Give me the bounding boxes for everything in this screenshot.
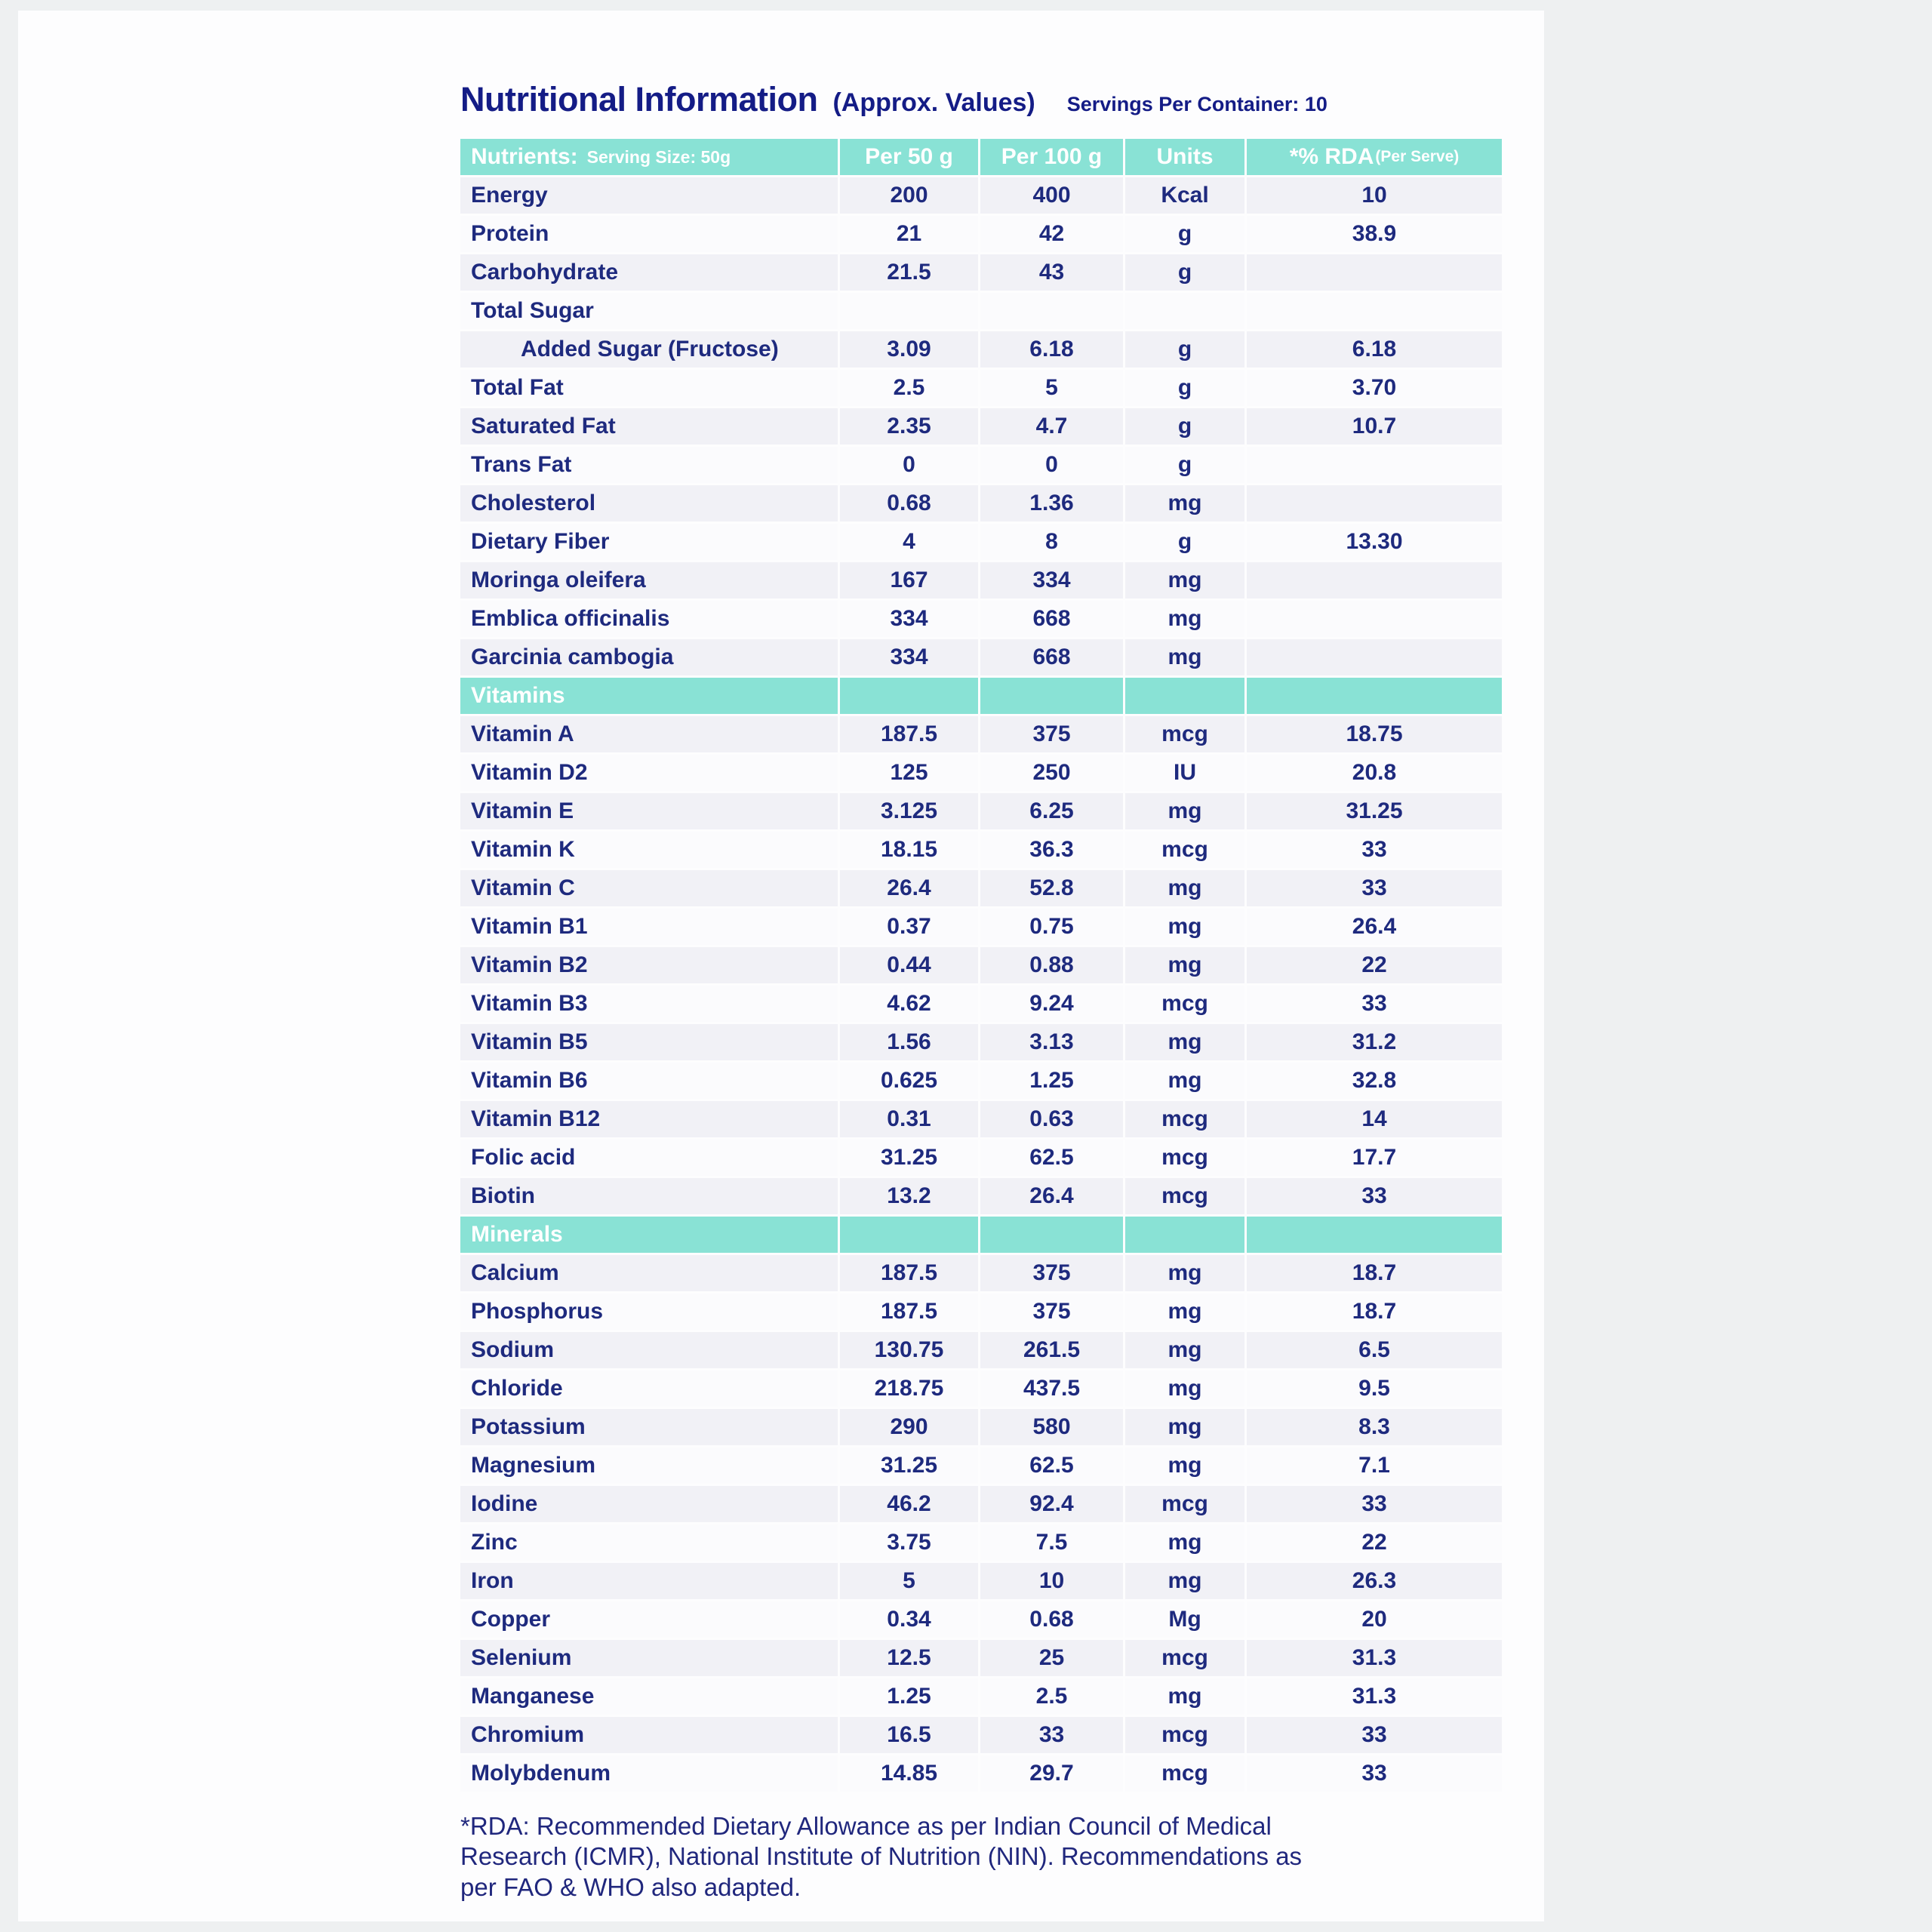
nutrient-name: Chloride xyxy=(460,1371,838,1407)
per-50g-value: 218.75 xyxy=(840,1371,978,1407)
rda-value: 38.9 xyxy=(1247,216,1502,252)
nutrient-name: Vitamin A xyxy=(460,716,838,752)
per-50g-value: 0.44 xyxy=(840,947,978,983)
per-100g-value: 52.8 xyxy=(980,870,1123,906)
per-50g-value: 0.31 xyxy=(840,1101,978,1137)
nutrient-name: Folic acid xyxy=(460,1140,838,1176)
per-50g-value: 13.2 xyxy=(840,1178,978,1214)
rda-value: 33 xyxy=(1247,1486,1502,1522)
nutrient-name: Carbohydrate xyxy=(460,254,838,291)
header-per-50g: Per 50 g xyxy=(840,139,978,175)
section-band-cell xyxy=(1125,678,1244,714)
per-50g-value: 0.625 xyxy=(840,1063,978,1099)
header-nutrients-label: Nutrients: xyxy=(471,144,578,169)
units-value: mg xyxy=(1125,639,1244,675)
rda-value xyxy=(1247,639,1502,675)
nutrient-name: Vitamin K xyxy=(460,832,838,868)
units-value: mg xyxy=(1125,870,1244,906)
rda-value: 17.7 xyxy=(1247,1140,1502,1176)
per-100g-value: 580 xyxy=(980,1409,1123,1445)
rda-value: 10 xyxy=(1247,177,1502,214)
rda-value: 20 xyxy=(1247,1601,1502,1638)
header-rda-per-serve: (Per Serve) xyxy=(1375,148,1460,165)
units-value: mcg xyxy=(1125,832,1244,868)
per-100g-value: 26.4 xyxy=(980,1178,1123,1214)
nutrient-name: Biotin xyxy=(460,1178,838,1214)
units-value: g xyxy=(1125,370,1244,406)
rda-value: 6.18 xyxy=(1247,331,1502,368)
units-value: g xyxy=(1125,447,1244,483)
rda-value xyxy=(1247,447,1502,483)
per-50g-value: 187.5 xyxy=(840,1255,978,1291)
per-50g-value: 21.5 xyxy=(840,254,978,291)
per-100g-value: 7.5 xyxy=(980,1524,1123,1561)
nutrient-name: Saturated Fat xyxy=(460,408,838,445)
units-value: mg xyxy=(1125,1063,1244,1099)
nutrient-name: Total Sugar xyxy=(460,293,838,329)
per-50g-value: 16.5 xyxy=(840,1717,978,1753)
rda-value: 26.4 xyxy=(1247,909,1502,945)
nutrient-name: Manganese xyxy=(460,1678,838,1715)
per-100g-value: 668 xyxy=(980,639,1123,675)
units-value: mg xyxy=(1125,1678,1244,1715)
per-50g-value: 1.25 xyxy=(840,1678,978,1715)
rda-value: 33 xyxy=(1247,1755,1502,1792)
per-50g-value: 14.85 xyxy=(840,1755,978,1792)
units-value: g xyxy=(1125,331,1244,368)
rda-value: 31.25 xyxy=(1247,793,1502,829)
header-rda-label: *% RDA xyxy=(1289,144,1374,169)
nutrient-name: Copper xyxy=(460,1601,838,1638)
units-value: mcg xyxy=(1125,1178,1244,1214)
units-value: mg xyxy=(1125,1447,1244,1484)
per-100g-value: 0.88 xyxy=(980,947,1123,983)
per-50g-value: 1.56 xyxy=(840,1024,978,1060)
per-50g-value: 334 xyxy=(840,639,978,675)
per-100g-value: 6.18 xyxy=(980,331,1123,368)
per-50g-value: 187.5 xyxy=(840,1294,978,1330)
nutrient-name: Selenium xyxy=(460,1640,838,1676)
nutrient-name: Energy xyxy=(460,177,838,214)
per-50g-value: 200 xyxy=(840,177,978,214)
header-rda xyxy=(1247,139,1502,175)
nutrient-name: Vitamin B1 xyxy=(460,909,838,945)
servings-per-container: Servings Per Container: 10 xyxy=(1066,93,1327,115)
units-value: mcg xyxy=(1125,1486,1244,1522)
per-50g-value: 2.5 xyxy=(840,370,978,406)
nutrient-name: Chromium xyxy=(460,1717,838,1753)
rda-value: 22 xyxy=(1247,947,1502,983)
per-50g-value: 334 xyxy=(840,601,978,637)
per-50g-value: 3.125 xyxy=(840,793,978,829)
per-100g-value: 5 xyxy=(980,370,1123,406)
units-value: mg xyxy=(1125,947,1244,983)
nutrient-name: Sodium xyxy=(460,1332,838,1368)
rda-value: 18.75 xyxy=(1247,716,1502,752)
rda-footnote: *RDA: Recommended Dietary Allowance as per Indian Council of Medical Research (ICMR), National Institute of Nutrition (NIN). Recommendations as per FAO & WHO also adapted. xyxy=(460,1812,1303,1901)
rda-value xyxy=(1247,601,1502,637)
rda-value xyxy=(1247,485,1502,521)
per-50g-value: 26.4 xyxy=(840,870,978,906)
per-50g-value: 46.2 xyxy=(840,1486,978,1522)
units-value: IU xyxy=(1125,755,1244,791)
units-value: mg xyxy=(1125,1563,1244,1599)
section-band-cell xyxy=(1247,678,1502,714)
rda-value xyxy=(1247,254,1502,291)
per-100g-value: 9.24 xyxy=(980,986,1123,1022)
rda-value: 31.3 xyxy=(1247,1678,1502,1715)
per-100g-value: 6.25 xyxy=(980,793,1123,829)
per-100g-value: 0.68 xyxy=(980,1601,1123,1638)
per-100g-value: 250 xyxy=(980,755,1123,791)
per-50g-value: 2.35 xyxy=(840,408,978,445)
page-title: Nutritional Information xyxy=(460,80,818,118)
units-value: mg xyxy=(1125,1255,1244,1291)
units-value: g xyxy=(1125,254,1244,291)
nutrient-name: Trans Fat xyxy=(460,447,838,483)
header-serving-size: Serving Size: 50g xyxy=(586,146,731,167)
nutrient-name: Added Sugar (Fructose) xyxy=(460,331,838,368)
per-100g-value: 375 xyxy=(980,1294,1123,1330)
per-100g-value: 1.25 xyxy=(980,1063,1123,1099)
per-50g-value: 3.75 xyxy=(840,1524,978,1561)
header-units: Units xyxy=(1125,139,1244,175)
per-100g-value: 29.7 xyxy=(980,1755,1123,1792)
units-value: Mg xyxy=(1125,1601,1244,1638)
per-50g-value: 0 xyxy=(840,447,978,483)
rda-value: 33 xyxy=(1247,832,1502,868)
nutrient-name: Magnesium xyxy=(460,1447,838,1484)
per-100g-value: 0.63 xyxy=(980,1101,1123,1137)
per-100g-value: 261.5 xyxy=(980,1332,1123,1368)
per-50g-value xyxy=(840,293,978,329)
nutrient-name: Dietary Fiber xyxy=(460,524,838,560)
units-value: mg xyxy=(1125,1024,1244,1060)
units-value: g xyxy=(1125,408,1244,445)
header-nutrients xyxy=(460,139,838,175)
units-value: mcg xyxy=(1125,1640,1244,1676)
header-per-100g: Per 100 g xyxy=(980,139,1123,175)
section-label: Vitamins xyxy=(460,678,838,714)
per-50g-value: 290 xyxy=(840,1409,978,1445)
per-50g-value: 0.34 xyxy=(840,1601,978,1638)
units-value: mg xyxy=(1125,909,1244,945)
units-value: mcg xyxy=(1125,1755,1244,1792)
per-100g-value: 375 xyxy=(980,1255,1123,1291)
rda-value: 33 xyxy=(1247,1178,1502,1214)
nutrient-name: Emblica officinalis xyxy=(460,601,838,637)
units-value: mg xyxy=(1125,562,1244,598)
per-100g-value: 42 xyxy=(980,216,1123,252)
nutrient-name: Molybdenum xyxy=(460,1755,838,1792)
per-100g-value: 33 xyxy=(980,1717,1123,1753)
per-100g-value: 400 xyxy=(980,177,1123,214)
per-100g-value: 375 xyxy=(980,716,1123,752)
units-value: mcg xyxy=(1125,1140,1244,1176)
rda-value: 14 xyxy=(1247,1101,1502,1137)
units-value: mg xyxy=(1125,1409,1244,1445)
rda-value: 20.8 xyxy=(1247,755,1502,791)
rda-value: 9.5 xyxy=(1247,1371,1502,1407)
per-50g-value: 125 xyxy=(840,755,978,791)
per-50g-value: 18.15 xyxy=(840,832,978,868)
rda-value xyxy=(1247,562,1502,598)
per-100g-value xyxy=(980,293,1123,329)
rda-value: 6.5 xyxy=(1247,1332,1502,1368)
nutrition-table xyxy=(460,139,1502,1792)
per-100g-value: 25 xyxy=(980,1640,1123,1676)
per-50g-value: 21 xyxy=(840,216,978,252)
per-100g-value: 36.3 xyxy=(980,832,1123,868)
units-value xyxy=(1125,293,1244,329)
nutrient-name: Vitamin B3 xyxy=(460,986,838,1022)
nutrient-name: Cholesterol xyxy=(460,485,838,521)
nutrient-name: Vitamin C xyxy=(460,870,838,906)
per-50g-value: 0.68 xyxy=(840,485,978,521)
rda-value: 22 xyxy=(1247,1524,1502,1561)
rda-value: 31.2 xyxy=(1247,1024,1502,1060)
per-100g-value: 3.13 xyxy=(980,1024,1123,1060)
per-100g-value: 92.4 xyxy=(980,1486,1123,1522)
nutrient-name: Vitamin B12 xyxy=(460,1101,838,1137)
units-value: mcg xyxy=(1125,986,1244,1022)
per-50g-value: 0.37 xyxy=(840,909,978,945)
rda-value: 7.1 xyxy=(1247,1447,1502,1484)
per-50g-value: 3.09 xyxy=(840,331,978,368)
rda-value: 18.7 xyxy=(1247,1255,1502,1291)
per-50g-value: 5 xyxy=(840,1563,978,1599)
nutrient-name: Total Fat xyxy=(460,370,838,406)
nutrient-name: Vitamin B6 xyxy=(460,1063,838,1099)
nutrient-name: Calcium xyxy=(460,1255,838,1291)
nutrient-name: Vitamin B2 xyxy=(460,947,838,983)
per-100g-value: 2.5 xyxy=(980,1678,1123,1715)
units-value: Kcal xyxy=(1125,177,1244,214)
units-value: mg xyxy=(1125,1332,1244,1368)
units-value: mcg xyxy=(1125,1101,1244,1137)
rda-value: 33 xyxy=(1247,1717,1502,1753)
units-value: mcg xyxy=(1125,1717,1244,1753)
units-value: mg xyxy=(1125,1294,1244,1330)
nutrient-name: Protein xyxy=(460,216,838,252)
rda-value: 31.3 xyxy=(1247,1640,1502,1676)
units-value: mg xyxy=(1125,1371,1244,1407)
per-50g-value: 130.75 xyxy=(840,1332,978,1368)
nutrient-name: Phosphorus xyxy=(460,1294,838,1330)
rda-value xyxy=(1247,293,1502,329)
per-100g-value: 1.36 xyxy=(980,485,1123,521)
per-100g-value: 437.5 xyxy=(980,1371,1123,1407)
title-row xyxy=(460,80,1503,119)
rda-value: 32.8 xyxy=(1247,1063,1502,1099)
per-100g-value: 62.5 xyxy=(980,1140,1123,1176)
approx-values-label: (Approx. Values) xyxy=(832,88,1035,117)
per-100g-value: 0 xyxy=(980,447,1123,483)
nutrient-name: Vitamin E xyxy=(460,793,838,829)
rda-value: 8.3 xyxy=(1247,1409,1502,1445)
rda-value: 33 xyxy=(1247,870,1502,906)
per-100g-value: 8 xyxy=(980,524,1123,560)
rda-value: 3.70 xyxy=(1247,370,1502,406)
section-band-cell xyxy=(980,1217,1123,1253)
rda-value: 10.7 xyxy=(1247,408,1502,445)
section-band-cell xyxy=(840,1217,978,1253)
per-50g-value: 4.62 xyxy=(840,986,978,1022)
rda-value: 18.7 xyxy=(1247,1294,1502,1330)
nutrient-name: Zinc xyxy=(460,1524,838,1561)
per-100g-value: 0.75 xyxy=(980,909,1123,945)
units-value: mg xyxy=(1125,601,1244,637)
nutrient-name: Garcinia cambogia xyxy=(460,639,838,675)
per-100g-value: 334 xyxy=(980,562,1123,598)
nutrient-name: Potassium xyxy=(460,1409,838,1445)
units-value: mg xyxy=(1125,1524,1244,1561)
section-band-cell xyxy=(980,678,1123,714)
rda-value: 26.3 xyxy=(1247,1563,1502,1599)
per-50g-value: 31.25 xyxy=(840,1140,978,1176)
units-value: mcg xyxy=(1125,716,1244,752)
units-value: mg xyxy=(1125,793,1244,829)
nutrient-name: Moringa oleifera xyxy=(460,562,838,598)
nutrient-name: Iodine xyxy=(460,1486,838,1522)
per-100g-value: 668 xyxy=(980,601,1123,637)
units-value: g xyxy=(1125,216,1244,252)
units-value: g xyxy=(1125,524,1244,560)
per-100g-value: 4.7 xyxy=(980,408,1123,445)
section-band-cell xyxy=(1125,1217,1244,1253)
per-50g-value: 167 xyxy=(840,562,978,598)
per-50g-value: 12.5 xyxy=(840,1640,978,1676)
nutrient-name: Iron xyxy=(460,1563,838,1599)
per-100g-value: 43 xyxy=(980,254,1123,291)
per-50g-value: 187.5 xyxy=(840,716,978,752)
nutrient-name: Vitamin B5 xyxy=(460,1024,838,1060)
rda-value: 13.30 xyxy=(1247,524,1502,560)
per-100g-value: 62.5 xyxy=(980,1447,1123,1484)
section-band-cell xyxy=(1247,1217,1502,1253)
per-100g-value: 10 xyxy=(980,1563,1123,1599)
nutrient-name: Vitamin D2 xyxy=(460,755,838,791)
section-label: Minerals xyxy=(460,1217,838,1253)
per-50g-value: 4 xyxy=(840,524,978,560)
units-value: mg xyxy=(1125,485,1244,521)
per-50g-value: 31.25 xyxy=(840,1447,978,1484)
rda-value: 33 xyxy=(1247,986,1502,1022)
section-band-cell xyxy=(840,678,978,714)
nutrition-label xyxy=(460,80,1503,1903)
